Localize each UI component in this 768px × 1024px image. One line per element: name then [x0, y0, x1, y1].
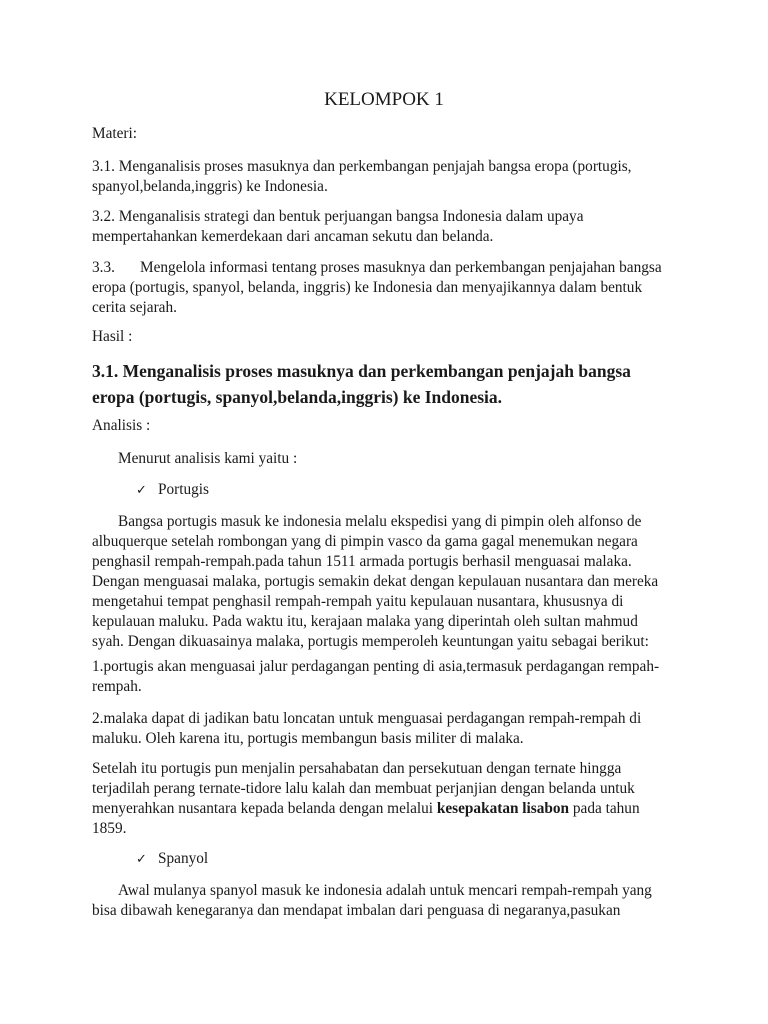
document-title: KELOMPOK 1 — [324, 89, 444, 110]
heading-line: eropa (portugis, spanyol,belanda,inggris) ke Indonesia. — [92, 387, 503, 407]
text-line: spanyol,belanda,inggris) ke Indonesia. — [92, 178, 328, 195]
text-line: Bangsa portugis masuk ke indonesia melalu ekspedisi yang di pimpin oleh alfonso de — [118, 513, 642, 530]
analisis-label: Analisis : — [92, 417, 151, 434]
point-2 — [92, 709, 692, 749]
heading-line: 3.1. Menganalisis proses masuknya dan perkembangan penjajah bangsa — [92, 361, 631, 381]
point-1 — [92, 657, 692, 697]
section-heading — [92, 358, 692, 410]
text-line: 3.1. Menganalisis proses masuknya dan perkembangan penjajah bangsa eropa (portugis, — [92, 158, 632, 175]
text-line: kepulauan maluku. Pada waktu itu, kerajaan malaka yang diperintah oleh sultan mahmud — [92, 613, 638, 630]
text-span: Mengelola informasi tentang proses masuknya dan perkembangan penjajahan bangsa — [140, 259, 662, 276]
checkmark-icon: ✓ — [136, 483, 147, 498]
text-line: 2.malaka dapat di jadikan batu loncatan untuk menguasai perdagangan rempah-rempah di — [92, 710, 642, 727]
text-line: 1.portugis akan menguasai jalur perdagangan penting di asia,termasuk perdagangan rempah- — [92, 658, 660, 675]
setelah-paragraph — [92, 759, 692, 839]
text-line: mempertahankan kemerdekaan dari ancaman sekutu dan belanda. — [92, 228, 494, 245]
spanyol-label: Spanyol — [158, 850, 209, 867]
text-line: 1859. — [92, 820, 127, 837]
text-line: eropa (portugis, spanyol, belanda, inggris) ke Indonesia dan menyajikannya dalam bentuk — [92, 279, 643, 296]
materi-item-2 — [92, 207, 692, 247]
text-line — [92, 258, 692, 278]
portugis-label: Portugis — [158, 481, 209, 498]
text-span: pada tahun — [569, 800, 640, 817]
text-line: rempah. — [92, 678, 142, 695]
text-line: Setelah itu portugis pun menjalin persahabatan dan persekutuan dengan ternate hingga — [92, 760, 622, 777]
text-line: Dengan menguasai malaka, portugis semakin dekat dengan kepulauan nusantara dan mereka — [92, 573, 659, 590]
hasil-label: Hasil : — [92, 328, 133, 345]
checkmark-icon: ✓ — [136, 852, 147, 867]
text-line: mengetahui tempat penghasil rempah-rempah yaitu kepulauan nusantara, khususnya di — [92, 593, 624, 610]
bold-term: kesepakatan lisabon — [436, 800, 570, 817]
text-line: cerita sejarah. — [92, 299, 177, 316]
text-line: Awal mulanya spanyol masuk ke indonesia adalah untuk mencari rempah-rempah yang — [118, 882, 652, 899]
text-span: menyerahkan nusantara kepada belanda dengan melalui — [92, 800, 437, 817]
text-line: penghasil rempah-rempah.pada tahun 1511 armada portugis berhasil menguasai malaka. — [92, 553, 632, 570]
text-line — [92, 799, 692, 819]
text-line: bisa dibawah kenegaranya dan mendapat imbalan dari penguasa di negaranya,pasukan — [92, 902, 621, 919]
text-line: 3.2. Menganalisis strategi dan bentuk perjuangan bangsa Indonesia dalam upaya — [92, 208, 584, 225]
text-line: albuquerque setelah rombongan yang di pimpin vasco da gama gagal menemukan negara — [92, 533, 638, 550]
menurut-text: Menurut analisis kami yaitu : — [118, 450, 298, 467]
text-line: terjadilah perang ternate-tidore lalu kalah dan membuat perjanjian dengan belanda untuk — [92, 780, 635, 797]
materi-label: Materi: — [92, 125, 138, 142]
materi-item-1 — [92, 157, 692, 197]
text-line: syah. Dengan dikuasainya malaka, portugis memperoleh keuntungan yaitu sebagai berikut: — [92, 633, 649, 650]
item-number: 3.3. — [92, 259, 115, 276]
portugis-paragraph — [92, 512, 692, 652]
portugis-bullet — [136, 480, 736, 501]
materi-item-3 — [92, 258, 692, 318]
text-line: maluku. Oleh karena itu, portugis membangun basis militer di malaka. — [92, 730, 524, 747]
spanyol-paragraph — [92, 881, 692, 921]
spanyol-bullet — [136, 849, 736, 870]
